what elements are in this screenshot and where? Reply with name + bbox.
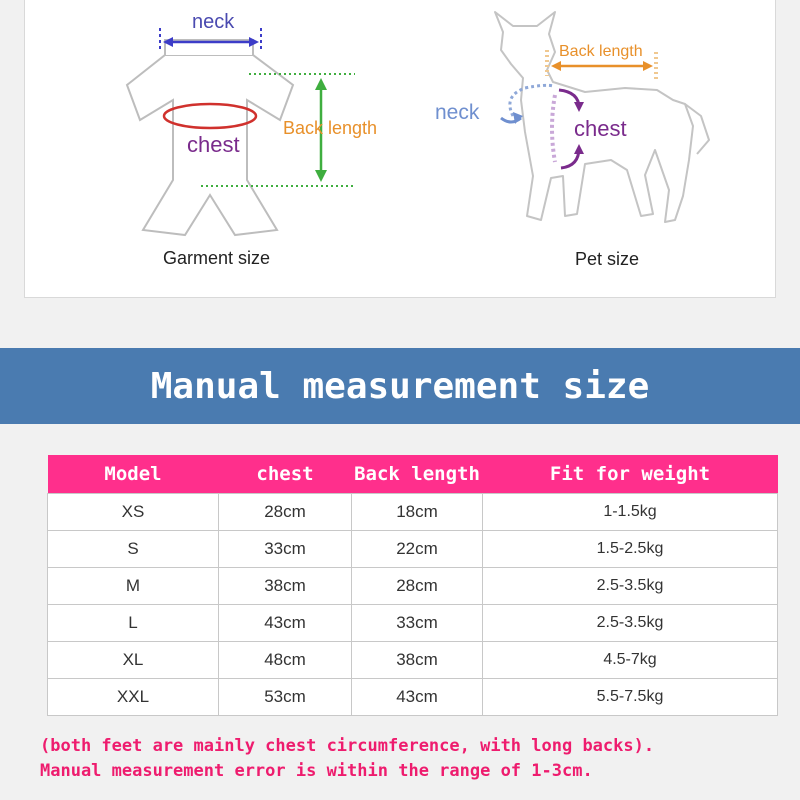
garment-back-length-label: Back length (283, 118, 378, 138)
table-row (48, 642, 778, 679)
pet-size-caption: Pet size (575, 249, 640, 269)
pet-back-length-label: Back length (559, 43, 643, 60)
weight-cell: 1-1.5kg (483, 494, 778, 531)
header-model: Model (48, 455, 219, 494)
header-fit-for-weight: Fit for weight (483, 455, 778, 494)
table-row (48, 494, 778, 531)
note-line-2: Manual measurement error is within the range of 1-3cm. (40, 761, 593, 781)
back-length-cell: 28cm (352, 568, 483, 605)
weight-cell: 5.5-7.5kg (483, 679, 778, 716)
header-chest: chest (219, 455, 352, 494)
note-line-1: (both feet are mainly chest circumference, with long backs). (40, 736, 655, 756)
weight-cell: 2.5-3.5kg (483, 605, 778, 642)
table-row (48, 605, 778, 642)
table-header-row (48, 455, 778, 494)
back-length-cell: 38cm (352, 642, 483, 679)
weight-cell: 2.5-3.5kg (483, 568, 778, 605)
model-cell: M (48, 568, 219, 605)
weight-cell: 1.5-2.5kg (483, 531, 778, 568)
chest-cell: 48cm (219, 642, 352, 679)
model-cell: S (48, 531, 219, 568)
table-row (48, 568, 778, 605)
table-row (48, 679, 778, 716)
model-cell: XS (48, 494, 219, 531)
model-cell: XL (48, 642, 219, 679)
back-length-cell: 18cm (352, 494, 483, 531)
size-guide-card (24, 0, 776, 298)
model-cell: L (48, 605, 219, 642)
pet-chest-label: chest (574, 116, 627, 141)
title-banner (0, 348, 800, 424)
model-cell: XXL (48, 679, 219, 716)
back-length-cell: 33cm (352, 605, 483, 642)
weight-cell: 4.5-7kg (483, 642, 778, 679)
table-row (48, 531, 778, 568)
chest-cell: 33cm (219, 531, 352, 568)
pet-neck-label: neck (435, 101, 480, 124)
chest-cell: 43cm (219, 605, 352, 642)
banner-title: Manual measurement size (150, 365, 650, 407)
measurement-diagram (25, 0, 777, 298)
chest-cell: 38cm (219, 568, 352, 605)
garment-neck-label: neck (192, 11, 235, 33)
back-length-cell: 22cm (352, 531, 483, 568)
size-table (47, 455, 778, 716)
header-back-length: Back length (352, 455, 483, 494)
chest-cell: 53cm (219, 679, 352, 716)
garment-chest-label: chest (187, 132, 240, 157)
back-length-cell: 43cm (352, 679, 483, 716)
garment-size-caption: Garment size (163, 248, 271, 268)
size-table-container (47, 455, 777, 716)
chest-cell: 28cm (219, 494, 352, 531)
